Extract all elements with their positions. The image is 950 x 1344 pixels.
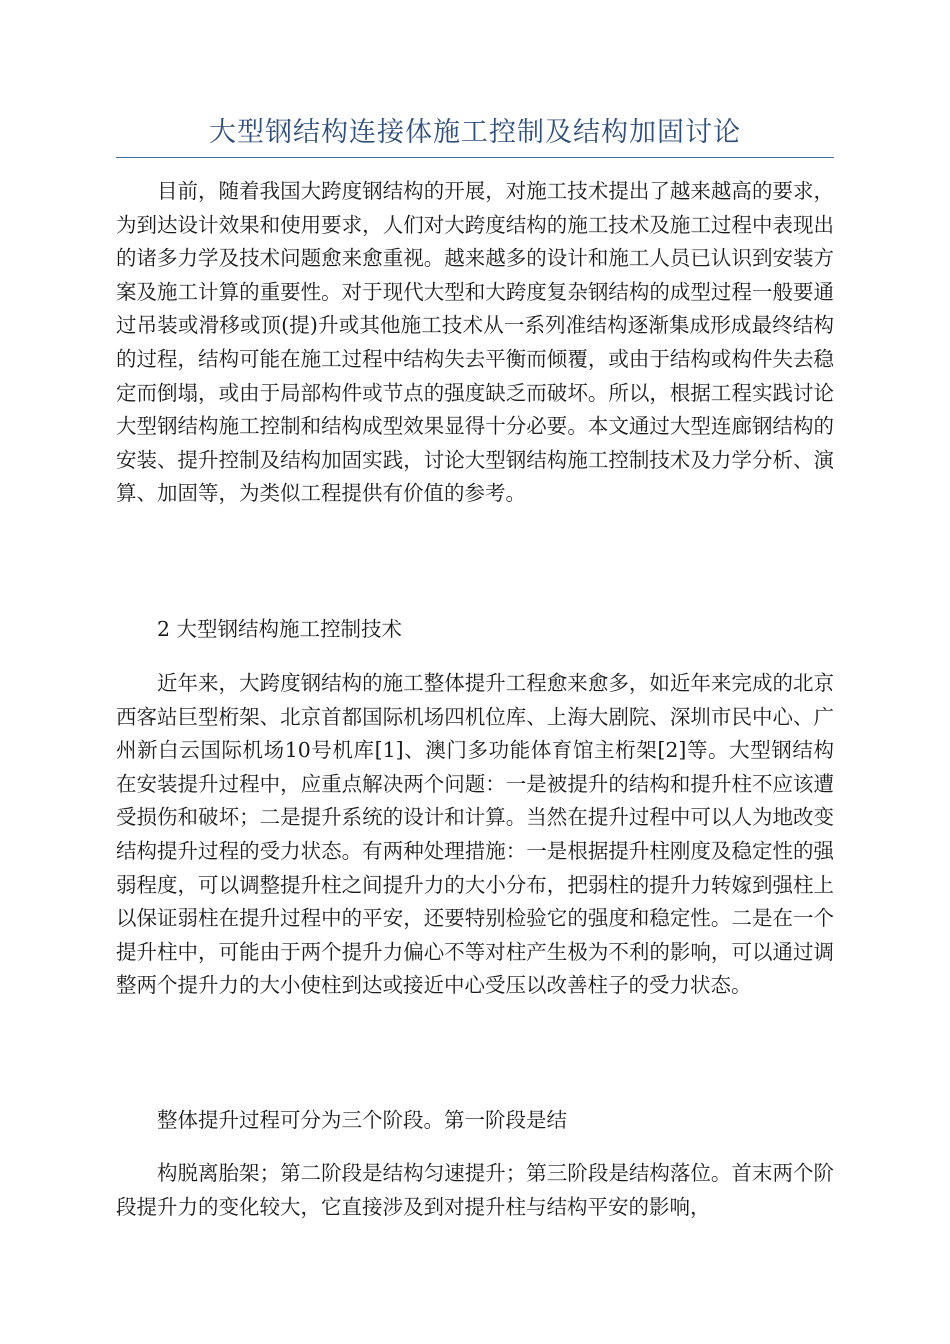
title-underline	[116, 157, 834, 158]
paragraph-intro: 目前，随着我国大跨度钢结构的开展，对施工技术提出了越来越高的要求，为到达设计效果和使用要求，人们对大跨度结构的施工技术及施工过程中表现出的诸多力学及技术问题愈来愈重视。越来越多的设计和施工人员已认识到安装方案及施工计算的重要性。对于现代大型和大跨度复杂钢结构的成型过程一般要通过吊装或滑移或顶(提)升或其他施工技术从一系列准结构逐渐集成形成最终结构的过程，结构可能在施工过程中结构失去平衡而倾覆，或由于结构或构件失去稳定而倒塌，或由于局部构件或节点的强度缺乏而破坏。所以，根据工程实践讨论大型钢结构施工控制和结构成型效果显得十分必要。本文通过大型连廊钢结构的安装、提升控制及结构加固实践，讨论大型钢结构施工控制技术及力学分析、演算、加固等，为类似工程提供有价值的参考。	[116, 179, 834, 506]
document-title: 大型钢结构连接体施工控制及结构加固讨论	[209, 117, 741, 148]
document-page	[116, 0, 834, 1219]
section-heading: 2 大型钢结构施工控制技术	[157, 617, 403, 641]
paragraph-structure-detach: 构脱离胎架；第二阶段是结构匀速提升；第三阶段是结构落位。首末两个阶段提升力的变化较大，它直接涉及到对提升柱与结构平安的影响，	[116, 1161, 834, 1219]
paragraph-lifting-stages: 整体提升过程可分为三个阶段。第一阶段是结	[157, 1108, 567, 1132]
paragraph-recent-projects: 近年来，大跨度钢结构的施工整体提升工程愈来愈多，如近年来完成的北京西客站巨型桁架、北京首都国际机场四机位库、上海大剧院、深圳市民中心、广州新白云国际机场10号机库[1]、澳门多功能体育馆主桁架[2]等。大型钢结构在安装提升过程中，应重点解决两个问题：一是被提升的结构和提升柱不应该遭受损伤和破坏；二是提升系统的设计和计算。当然在提升过程中可以人为地改变结构提升过程的受力状态。有两种处理措施：一是根据提升柱刚度及稳定性的强弱程度，可以调整提升柱之间提升力的大小分布，把弱柱的提升力转嫁到强柱上以保证弱柱在提升过程中的平安，还要特别检验它的强度和稳定性。二是在一个提升柱中，可能由于两个提升力偏心不等对柱产生极为不利的影响，可以通过调整两个提升力的大小使柱到达或接近中心受压以改善柱子的受力状态。	[116, 671, 834, 998]
